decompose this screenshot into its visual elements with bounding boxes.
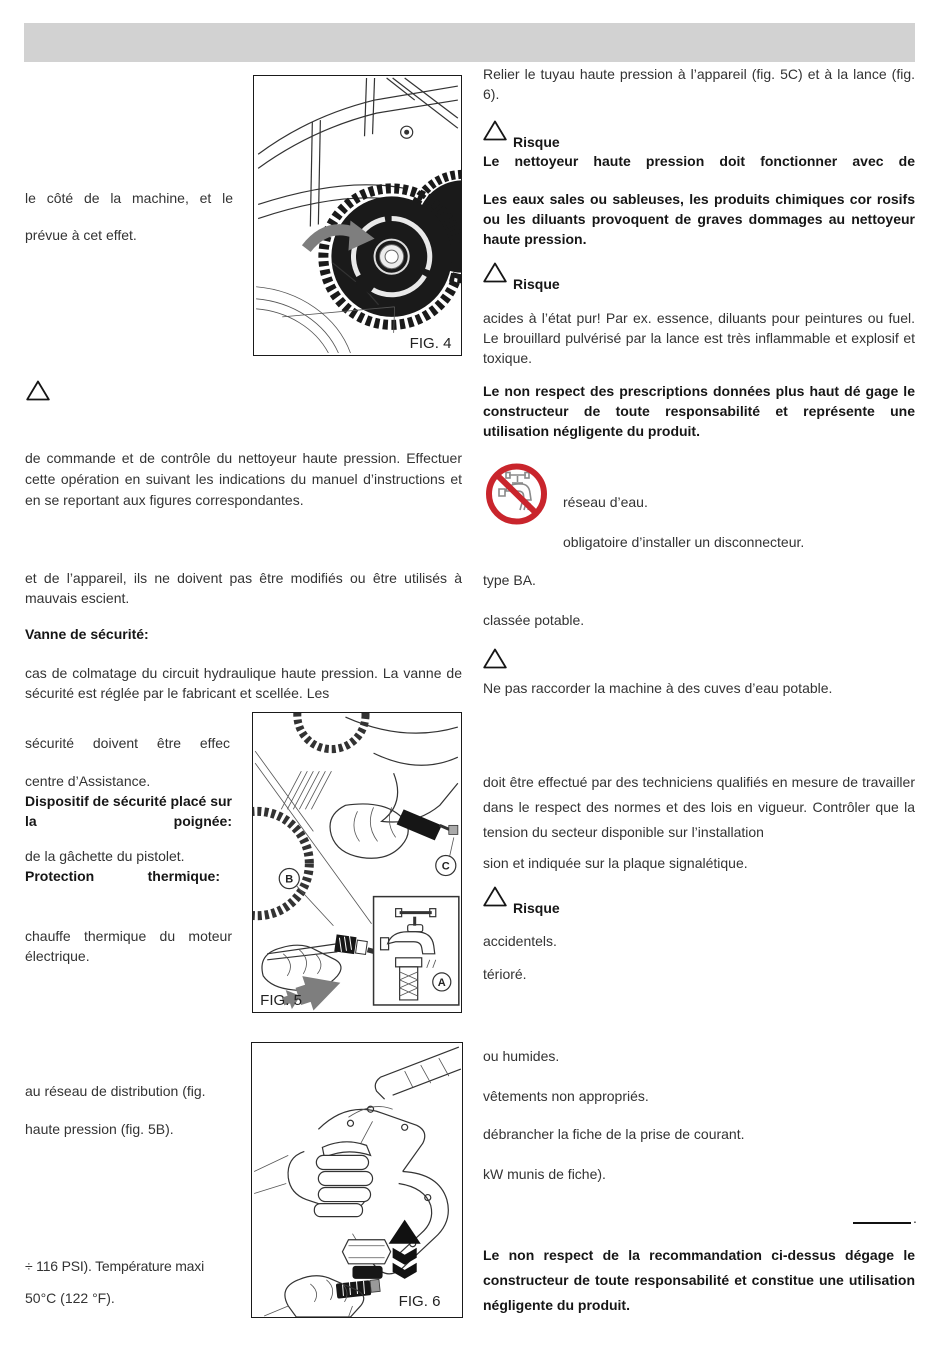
left-line-securite: sécurité doivent être effec xyxy=(25,735,230,751)
line-sion: sion et indiquée sur la plaque signalétique. xyxy=(483,855,748,871)
para-chauffe: chauffe thermique du moteur électrique. xyxy=(25,928,232,964)
fig5-callout-c: C xyxy=(441,860,450,873)
figure-6 xyxy=(251,1042,463,1318)
heading-protection: Protection thermique: xyxy=(25,868,220,884)
warning-triangle-icon xyxy=(483,886,507,907)
left-line-temp: 50°C (122 °F). xyxy=(25,1290,115,1306)
no-tap-water-icon xyxy=(485,462,548,526)
left-line-reseau: au réseau de distribution (fig. xyxy=(25,1083,206,1099)
bold-nettoyeur: Le nettoyeur haute pression doit fonctionner avec de xyxy=(483,153,915,169)
figure-5 xyxy=(252,712,462,1013)
para-techniciens: doit être effectué par des techniciens qualifiés en mesure de travailler dans le respect des normes et des lois en vigueur. Contrôler que la tension du secteur disponible sur l’installation xyxy=(483,774,915,840)
left-line-prevue: prévue à cet effet. xyxy=(25,227,137,243)
line-accidentels: accidentels. xyxy=(483,933,557,949)
line-debrancher: débrancher la fiche de la prise de courant. xyxy=(483,1126,745,1142)
fig5-callout-b: B xyxy=(285,873,294,886)
fig6-label: FIG. 6 xyxy=(398,1292,441,1310)
line-type-ba: type BA. xyxy=(483,572,536,588)
para-relier: Relier le tuyau haute pression à l’appareil (fig. 5C) et à la lance (fig. 6). xyxy=(483,66,915,102)
fig5-callout-a: A xyxy=(437,976,446,989)
left-line-cote: le côté de la machine, et le xyxy=(25,190,233,206)
para-commande: de commande et de contrôle du nettoyeur haute pression. Effectuer cette opération en suivant les indications du manuel d’instructions et en se reportant aux figures correspondantes. xyxy=(25,450,462,508)
line-kw: kW munis de fiche). xyxy=(483,1166,606,1182)
line-classee: classée potable. xyxy=(483,612,585,628)
heading-vanne-securite: Vanne de sécurité: xyxy=(25,626,149,642)
warning-triangle-icon xyxy=(483,262,507,283)
bold-nonrespect-prescriptions: Le non respect des prescriptions données plus haut dé gage le constructeur de toute responsabilité et représente une utilisation négligente du produit. xyxy=(483,383,915,439)
left-line-centre: centre d’Assistance. xyxy=(25,773,151,789)
line-terriore: térioré. xyxy=(483,966,527,982)
para-colmatage: cas de colmatage du circuit hydraulique haute pression. La vanne de sécurité est réglée par le fabricant et scellée. Les xyxy=(25,665,462,701)
fig6-spray-gun-illustration xyxy=(252,1043,462,1317)
left-line-hp: haute pression (fig. 5B). xyxy=(25,1121,174,1137)
bold-nonrespect-recommandation: Le non respect de la recommandation ci-dessus dégage le constructeur de toute responsabilité et constitue une utilisation négligente du produit. xyxy=(483,1247,915,1313)
risque-label-1: Risque xyxy=(513,134,560,150)
left-line-psi: ÷ 116 PSI). Température maxi xyxy=(25,1258,204,1274)
blank-rule xyxy=(853,1222,911,1224)
risque-label-3: Risque xyxy=(513,900,560,916)
fig5-label: FIG. 5 xyxy=(260,991,302,1009)
warning-triangle-icon xyxy=(26,380,50,401)
bold-eaux-sales: Les eaux sales ou sableuses, les produits chimiques cor rosifs ou les diluants provoquent de graves dommages au nettoyeur haute pression. xyxy=(483,191,915,247)
para-appareil: et de l’appareil, ils ne doivent pas être modifiés ou être utilisés à mauvais escient. xyxy=(25,570,462,606)
fig4-label: FIG. 4 xyxy=(409,334,452,352)
risque-label-2: Risque xyxy=(513,276,560,292)
para-acides: acides à l’état pur! Par ex. essence, diluants pour peintures ou fuel. Le brouillard pulvérisé par la lance est très inflammable et explosif et toxique. xyxy=(483,310,915,366)
left-line-gachette: de la gâchette du pistolet. xyxy=(25,848,185,864)
warning-triangle-icon xyxy=(483,120,507,141)
line-humides: ou humides. xyxy=(483,1048,560,1064)
heading-dispositif: Dispositif de sécurité placé sur la poignée: xyxy=(25,793,232,829)
line-vetements: vêtements non appropriés. xyxy=(483,1088,649,1104)
line-reseau-eau: réseau d’eau. xyxy=(563,494,648,510)
fig4-wheel-illustration xyxy=(254,76,461,355)
blank-rule-period: . xyxy=(913,1210,917,1226)
figure-4 xyxy=(253,75,462,356)
line-obligatoire: obligatoire d’installer un disconnecteur. xyxy=(563,534,805,550)
header-bar xyxy=(24,23,915,62)
line-ne-pas-raccorder: Ne pas raccorder la machine à des cuves d’eau potable. xyxy=(483,680,833,696)
warning-triangle-icon xyxy=(483,648,507,669)
fig5-hose-connection-illustration xyxy=(253,713,461,1012)
